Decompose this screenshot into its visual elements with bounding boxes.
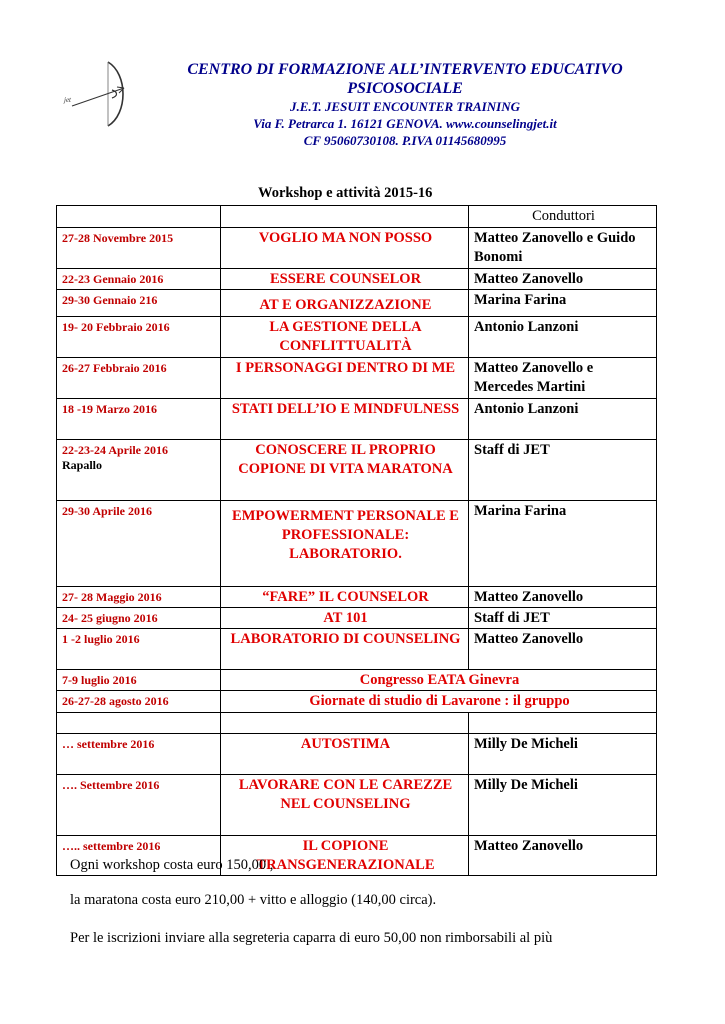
row-event: Giornate di studio di Lavarone : il gruppo — [221, 691, 657, 713]
row-conduttori: Marina Farina — [469, 501, 657, 587]
row-date: 26-27-28 agosto 2016 — [62, 694, 169, 708]
row-topic: AT E ORGANIZZAZIONE — [221, 290, 469, 317]
table-row — [57, 734, 657, 775]
table-row — [57, 775, 657, 836]
row-date: 1 -2 luglio 2016 — [62, 632, 140, 646]
table-row — [57, 608, 657, 629]
header-tax-codes: CF 95060730108. P.IVA 01145680995 — [303, 133, 507, 148]
row-topic — [221, 713, 469, 734]
row-topic: LA GESTIONE DELLA CONFLITTUALITÀ — [221, 317, 469, 358]
footer-price-maratona: la maratona costa euro 210,00 + vitto e alloggio (140,00 circa). — [70, 892, 437, 908]
document-title: Workshop e attività 2015-16 — [258, 185, 433, 201]
row-conduttori: Matteo Zanovello — [469, 629, 657, 670]
row-topic: CONOSCERE IL PROPRIO COPIONE DI VITA MARATONA — [221, 440, 469, 501]
row-conduttori: Antonio Lanzoni — [469, 317, 657, 358]
logo-script-text: jet — [64, 96, 71, 104]
row-date: 24- 25 giugno 2016 — [62, 611, 158, 625]
row-topic: ESSERE COUNSELOR — [221, 269, 469, 290]
row-conduttori: Staff di JET — [469, 440, 657, 501]
table-row — [57, 228, 657, 269]
row-date — [62, 714, 217, 716]
header-line-3: J.E.T. JESUIT ENCOUNTER TRAINING — [290, 99, 520, 114]
row-topic: AUTOSTIMA — [221, 734, 469, 775]
row-date: 19- 20 Febbraio 2016 — [62, 320, 170, 334]
table-row — [57, 269, 657, 290]
row-conduttori: Antonio Lanzoni — [469, 399, 657, 440]
row-event: Congresso EATA Ginevra — [221, 670, 657, 691]
row-date: … settembre 2016 — [62, 737, 155, 751]
row-date: 27-28 Novembre 2015 — [62, 231, 174, 245]
row-topic: VOGLIO MA NON POSSO — [221, 228, 469, 269]
table-row — [57, 399, 657, 440]
row-conduttori: Milly De Micheli — [469, 775, 657, 836]
table-row — [57, 317, 657, 358]
row-date: 22-23 Gennaio 2016 — [62, 272, 164, 286]
footer-registration: Per le iscrizioni inviare alla segreteria caparra di euro 50,00 non rimborsabili al più — [70, 930, 553, 946]
table-row — [57, 440, 657, 501]
row-topic: LABORATORIO DI COUNSELING — [221, 629, 469, 670]
table-header-row — [57, 206, 657, 228]
table-row — [57, 587, 657, 608]
row-date: 18 -19 Marzo 2016 — [62, 402, 157, 416]
row-conduttori: Marina Farina — [469, 290, 657, 317]
row-date: 29-30 Gennaio 216 — [62, 293, 158, 307]
row-topic: STATI DELL’IO E MINDFULNESS — [221, 399, 469, 440]
header-line-1: CENTRO DI FORMAZIONE ALL’INTERVENTO EDUCATIVO — [187, 61, 623, 78]
organization-header — [150, 60, 660, 149]
footer-price-workshop: Ogni workshop costa euro 150,00 , — [70, 857, 274, 873]
row-conduttori: Staff di JET — [469, 608, 657, 629]
row-conduttori: Matteo Zanovello e Mercedes Martini — [469, 358, 657, 399]
row-date: 26-27 Febbraio 2016 — [62, 361, 167, 375]
row-date: 27- 28 Maggio 2016 — [62, 590, 162, 604]
table-row — [57, 670, 657, 691]
row-date: 7-9 luglio 2016 — [62, 673, 137, 687]
header-line-2: PSICOSOCIALE — [347, 80, 463, 97]
bow-and-arrow-logo — [62, 58, 132, 130]
row-topic: AT 101 — [221, 608, 469, 629]
row-topic: LAVORARE CON LE CAREZZE NEL COUNSELING — [221, 775, 469, 836]
row-date: 29-30 Aprile 2016 — [62, 504, 152, 518]
row-date: 22-23-24 Aprile 2016 — [62, 443, 168, 457]
row-conduttori: Matteo Zanovello — [469, 269, 657, 290]
row-topic: IL COPIONE TRANSGENERAZIONALE — [221, 836, 469, 876]
row-conduttori — [469, 713, 657, 734]
table-row — [57, 713, 657, 734]
row-conduttori: Matteo Zanovello — [469, 836, 657, 876]
row-topic: I PERSONAGGI DENTRO DI ME — [221, 358, 469, 399]
schedule-table — [56, 205, 657, 876]
table-row — [57, 501, 657, 587]
row-conduttori: Matteo Zanovello e Guido Bonomi — [469, 228, 657, 269]
row-location: Rapallo — [62, 458, 103, 472]
row-topic: EMPOWERMENT PERSONALE E PROFESSIONALE: LABORATORIO. — [221, 501, 469, 587]
table-row — [57, 290, 657, 317]
table-row — [57, 629, 657, 670]
row-date: ….. settembre 2016 — [62, 839, 161, 853]
row-date: …. Settembre 2016 — [62, 778, 160, 792]
row-conduttori: Matteo Zanovello — [469, 587, 657, 608]
header-address: Via F. Petrarca 1. 16121 GENOVA. www.counselingjet.it — [253, 116, 557, 131]
row-conduttori: Milly De Micheli — [469, 734, 657, 775]
table-row — [57, 691, 657, 713]
row-topic: “FARE” IL COUNSELOR — [221, 587, 469, 608]
table-row — [57, 358, 657, 399]
conduttori-header: Conduttori — [469, 206, 657, 228]
